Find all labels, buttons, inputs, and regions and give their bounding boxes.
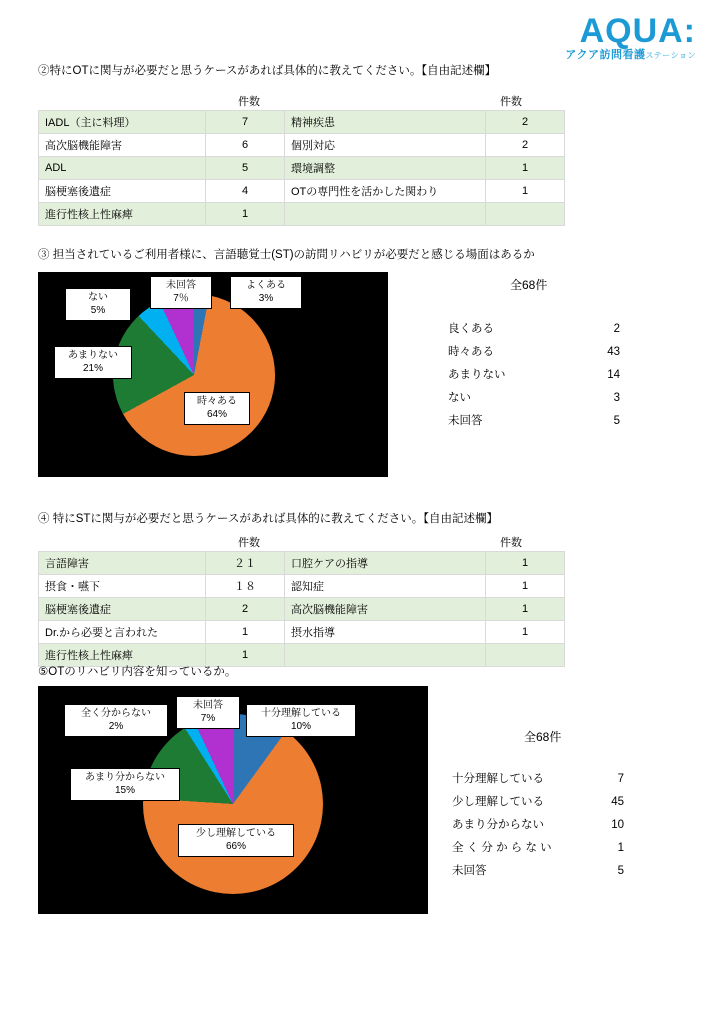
cell-label2: OTの専門性を活かした関わり (285, 180, 486, 203)
cell-label: IADL（主に料理） (39, 111, 206, 134)
cell-label: 進行性核上性麻痺 (39, 644, 206, 667)
q3-callout-nai (65, 288, 131, 321)
legend-value: 10 (611, 819, 624, 831)
callout-pct: 2% (108, 720, 124, 732)
callout-label: 全く分からない (81, 708, 151, 719)
cell-label: 進行性核上性麻痺 (39, 203, 206, 226)
legend-label: 少し理解している (452, 796, 544, 808)
callout-label: あまりない (68, 350, 118, 361)
cell-label: 言語障害 (39, 552, 206, 575)
callout-pct: 10% (290, 720, 311, 732)
aqua-logo (565, 14, 696, 61)
q2-col-head-right: 件数 (500, 96, 522, 108)
legend-value: 5 (613, 415, 620, 427)
table-row (39, 180, 565, 203)
legend-item (452, 793, 624, 809)
table-row (39, 157, 565, 180)
q3-legend (448, 320, 620, 435)
table-row (39, 552, 565, 575)
cell-count2: 1 (486, 598, 565, 621)
q4-col-head-right: 件数 (500, 537, 522, 549)
callout-pct: 15% (114, 784, 135, 796)
q2-table (38, 110, 565, 226)
q3-callout-tokidoki (184, 392, 250, 425)
cell-count2: 2 (486, 111, 565, 134)
cell-count2: 1 (486, 552, 565, 575)
callout-label: よくある (246, 280, 286, 291)
legend-value: 5 (617, 865, 624, 877)
legend-value: 45 (611, 796, 624, 808)
cell-count2 (486, 203, 565, 226)
q3-callout-mikaitou (150, 276, 212, 309)
cell-label: ADL (39, 157, 206, 180)
cell-label2: 口腔ケアの指導 (285, 552, 486, 575)
legend-value: 43 (607, 346, 620, 358)
callout-pct: 7％ (173, 292, 189, 304)
table-row (39, 203, 565, 226)
cell-count2: 1 (486, 621, 565, 644)
cell-count2: 2 (486, 134, 565, 157)
legend-item (448, 389, 620, 405)
callout-pct: 7% (200, 712, 216, 724)
legend-label: あまり分からない (452, 819, 544, 831)
q4-heading: ④ 特にSTに関与が必要だと思うケースがあれば具体的に教えてください。【自由記述欄】 (38, 513, 499, 525)
legend-label: ない (448, 392, 471, 404)
callout-pct: 66% (225, 840, 246, 852)
table-row (39, 111, 565, 134)
q2-heading: ②特にOTに関与が必要だと思うケースがあれば具体的に教えてください。【自由記述欄】 (38, 65, 497, 77)
callout-label: 十分理解している (261, 708, 341, 719)
callout-label: 時々ある (197, 396, 237, 407)
q4-col-head-left: 件数 (238, 537, 260, 549)
cell-label2: 認知症 (285, 575, 486, 598)
q5-pie (143, 714, 323, 894)
cell-count2: 1 (486, 157, 565, 180)
legend-label: 良くある (448, 323, 494, 335)
cell-count2 (486, 644, 565, 667)
q5-callout-sukoshi (178, 824, 294, 857)
callout-label: 少し理解している (196, 828, 276, 839)
cell-count: 7 (206, 111, 285, 134)
q3-callout-amarinai (54, 346, 132, 379)
cell-label: 脳梗塞後遺症 (39, 598, 206, 621)
callout-label: 未回答 (193, 700, 223, 711)
table-row (39, 575, 565, 598)
callout-pct: 5% (90, 304, 106, 316)
q5-callout-mattaku (64, 704, 168, 737)
table-row (39, 598, 565, 621)
q3-total: 全68件 (510, 278, 548, 292)
cell-label: 摂食・嚥下 (39, 575, 206, 598)
cell-label: 脳梗塞後遺症 (39, 180, 206, 203)
q5-callout-mikaitou (176, 696, 240, 729)
logo-tagline: アクア訪問看護ステーション (565, 49, 696, 61)
cell-label: 高次脳機能障害 (39, 134, 206, 157)
legend-value: 1 (617, 842, 624, 854)
cell-count: １８ (206, 575, 285, 598)
cell-count: 1 (206, 621, 285, 644)
legend-item (452, 862, 624, 878)
q3-pie-chart (38, 272, 388, 477)
callout-label: あまり分からない (85, 772, 165, 783)
table-row (39, 134, 565, 157)
legend-item (452, 816, 624, 832)
callout-label: 未回答 (166, 280, 196, 291)
callout-pct: 3% (258, 292, 274, 304)
legend-label: 時々ある (448, 346, 494, 358)
cell-count: 1 (206, 203, 285, 226)
cell-label2: 環境調整 (285, 157, 486, 180)
cell-count: ２１ (206, 552, 285, 575)
legend-item (452, 770, 624, 786)
cell-label2: 個別対応 (285, 134, 486, 157)
cell-label2 (285, 644, 486, 667)
q2-col-head-left: 件数 (238, 96, 260, 108)
callout-pct: 21% (82, 362, 103, 374)
cell-count: 2 (206, 598, 285, 621)
q3-callout-yokuaru (230, 276, 302, 309)
legend-value: 3 (613, 392, 620, 404)
cell-label2: 摂水指導 (285, 621, 486, 644)
q5-callout-amari (70, 768, 180, 801)
legend-value: 14 (607, 369, 620, 381)
legend-value: 2 (613, 323, 620, 335)
logo-wordmark: AQUA: (579, 12, 696, 50)
legend-item (452, 839, 624, 855)
legend-label: 未回答 (448, 415, 483, 427)
legend-item (448, 412, 620, 428)
cell-count: 6 (206, 134, 285, 157)
callout-pct: 64% (206, 408, 227, 420)
legend-item (448, 320, 620, 336)
cell-label2 (285, 203, 486, 226)
table-row (39, 621, 565, 644)
cell-count2: 1 (486, 575, 565, 598)
legend-label: 未回答 (452, 865, 487, 877)
cell-count: 1 (206, 644, 285, 667)
cell-label: Dr.から必要と言われた (39, 621, 206, 644)
q4-table (38, 551, 565, 667)
cell-count: 5 (206, 157, 285, 180)
cell-count2: 1 (486, 180, 565, 203)
cell-label2: 精神疾患 (285, 111, 486, 134)
legend-label: あまりない (448, 369, 506, 381)
legend-value: 7 (617, 773, 624, 785)
q5-callout-juubun (246, 704, 356, 737)
legend-item (448, 343, 620, 359)
q5-legend (452, 770, 624, 885)
q5-heading: ⑤OTのリハビリ内容を知っているか。 (38, 666, 237, 678)
q3-heading: ③ 担当されているご利用者様に、言語聴覚士(ST)の訪問リハビリが必要だと感じる場面はあるか (38, 249, 535, 261)
callout-label: ない (88, 292, 108, 303)
q5-total: 全68件 (524, 730, 562, 744)
legend-label: 全 く 分 か ら な い (452, 842, 552, 854)
q3-pie (113, 294, 275, 456)
cell-count: 4 (206, 180, 285, 203)
q5-pie-chart (38, 686, 428, 914)
legend-label: 十分理解している (452, 773, 544, 785)
legend-item (448, 366, 620, 382)
cell-label2: 高次脳機能障害 (285, 598, 486, 621)
